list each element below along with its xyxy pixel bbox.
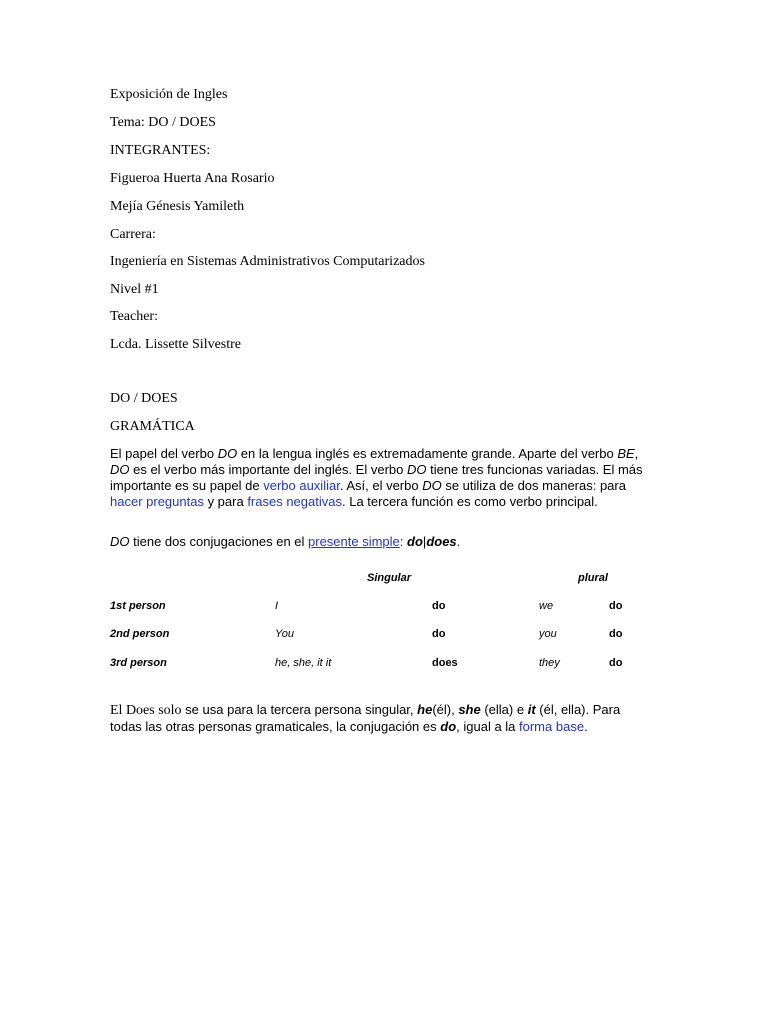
text-run: . La tercera función es como verbo principal.: [341, 494, 598, 509]
pronoun-plural: they: [539, 657, 560, 669]
verb-plural: do: [609, 657, 623, 669]
text-run: El papel del verbo: [110, 446, 218, 461]
text-run: tiene dos conjugaciones en el: [129, 534, 309, 549]
person-label: 2nd person: [110, 628, 170, 640]
topic-line: Tema: DO / DOES: [110, 115, 216, 130]
text-run: .: [456, 534, 461, 549]
auxiliary-verb-link[interactable]: verbo auxiliar: [263, 478, 340, 493]
grammar-paragraph: [110, 446, 650, 510]
member-name: Figueroa Huerta Ana Rosario: [110, 171, 275, 186]
pronoun-it: it: [527, 702, 536, 717]
level-line: Nivel #1: [110, 282, 159, 297]
verb-term: DO: [110, 534, 130, 549]
verb-term: DO: [217, 446, 238, 461]
text-run: (ella) e: [480, 702, 528, 717]
pronoun-she: she: [458, 702, 481, 717]
pronoun-singular: he, she, it it: [275, 657, 332, 669]
text-run: ,: [634, 446, 639, 461]
text-run: (él),: [432, 702, 459, 717]
conjugation-do: do: [440, 719, 457, 734]
text-run: :: [399, 534, 408, 549]
text-run: tiene tres funcionas variadas. El más importante es su papel de: [110, 462, 643, 493]
text-run: (él, ella). Para todas las otras personas gramaticales, la conjugación es: [110, 702, 621, 734]
pronoun-singular: You: [275, 628, 294, 640]
conjugation-paragraph: [110, 534, 460, 550]
verb-singular: do: [432, 628, 446, 640]
text-run: .: [584, 719, 588, 734]
verb-singular: does: [432, 657, 458, 669]
negative-sentences-link[interactable]: frases negativas: [247, 494, 342, 509]
text-run: y para: [203, 494, 248, 509]
base-form-link[interactable]: forma base: [519, 719, 585, 734]
pronoun-singular: I: [275, 600, 279, 612]
career-name: Ingeniería en Sistemas Administrativos Computarizados: [110, 254, 425, 269]
separator: |: [422, 534, 427, 549]
verb-singular: do: [432, 600, 446, 612]
text-run: es el verbo más importante del inglés. El verbo: [129, 462, 407, 477]
conjugation-does: does: [426, 534, 457, 549]
member-name: Mejía Génesis Yamileth: [110, 199, 245, 214]
text-run: se usa para la tercera persona singular,: [181, 702, 418, 717]
present-simple-link[interactable]: presente simple: [308, 534, 400, 549]
person-label: 1st person: [110, 600, 166, 612]
text-run: en la lengua inglés es extremadamente grande. Aparte del verbo: [237, 446, 618, 461]
pronoun-plural: we: [539, 600, 554, 612]
section-subtitle: GRAMÁTICA: [110, 419, 195, 434]
verb-term: BE: [617, 446, 635, 461]
questions-link[interactable]: hacer preguntas: [110, 494, 204, 509]
pronoun-plural: you: [539, 628, 557, 640]
person-label: 3rd person: [110, 657, 167, 669]
header-plural: plural: [578, 572, 608, 584]
text-run: . Así, el verbo: [339, 478, 423, 493]
teacher-label: Teacher:: [110, 309, 158, 324]
does-usage-paragraph: [110, 702, 650, 735]
conjugation-do: do: [407, 534, 423, 549]
header-singular: Singular: [367, 572, 412, 584]
text-run: , igual a la: [456, 719, 520, 734]
pronoun-he: he: [417, 702, 433, 717]
document-title: Exposición de Ingles: [110, 87, 228, 102]
verb-term: DO: [110, 462, 130, 477]
career-label: Carrera:: [110, 227, 156, 242]
verb-term: DO: [422, 478, 442, 493]
verb-plural: do: [609, 628, 623, 640]
text-run: El Does solo: [110, 703, 182, 718]
members-label: INTEGRANTES:: [110, 143, 211, 158]
text-run: se utiliza de dos maneras: para: [441, 478, 626, 493]
section-title: DO / DOES: [110, 391, 178, 406]
verb-plural: do: [609, 600, 623, 612]
teacher-name: Lcda. Lissette Silvestre: [110, 337, 242, 352]
verb-term: DO: [406, 462, 427, 477]
